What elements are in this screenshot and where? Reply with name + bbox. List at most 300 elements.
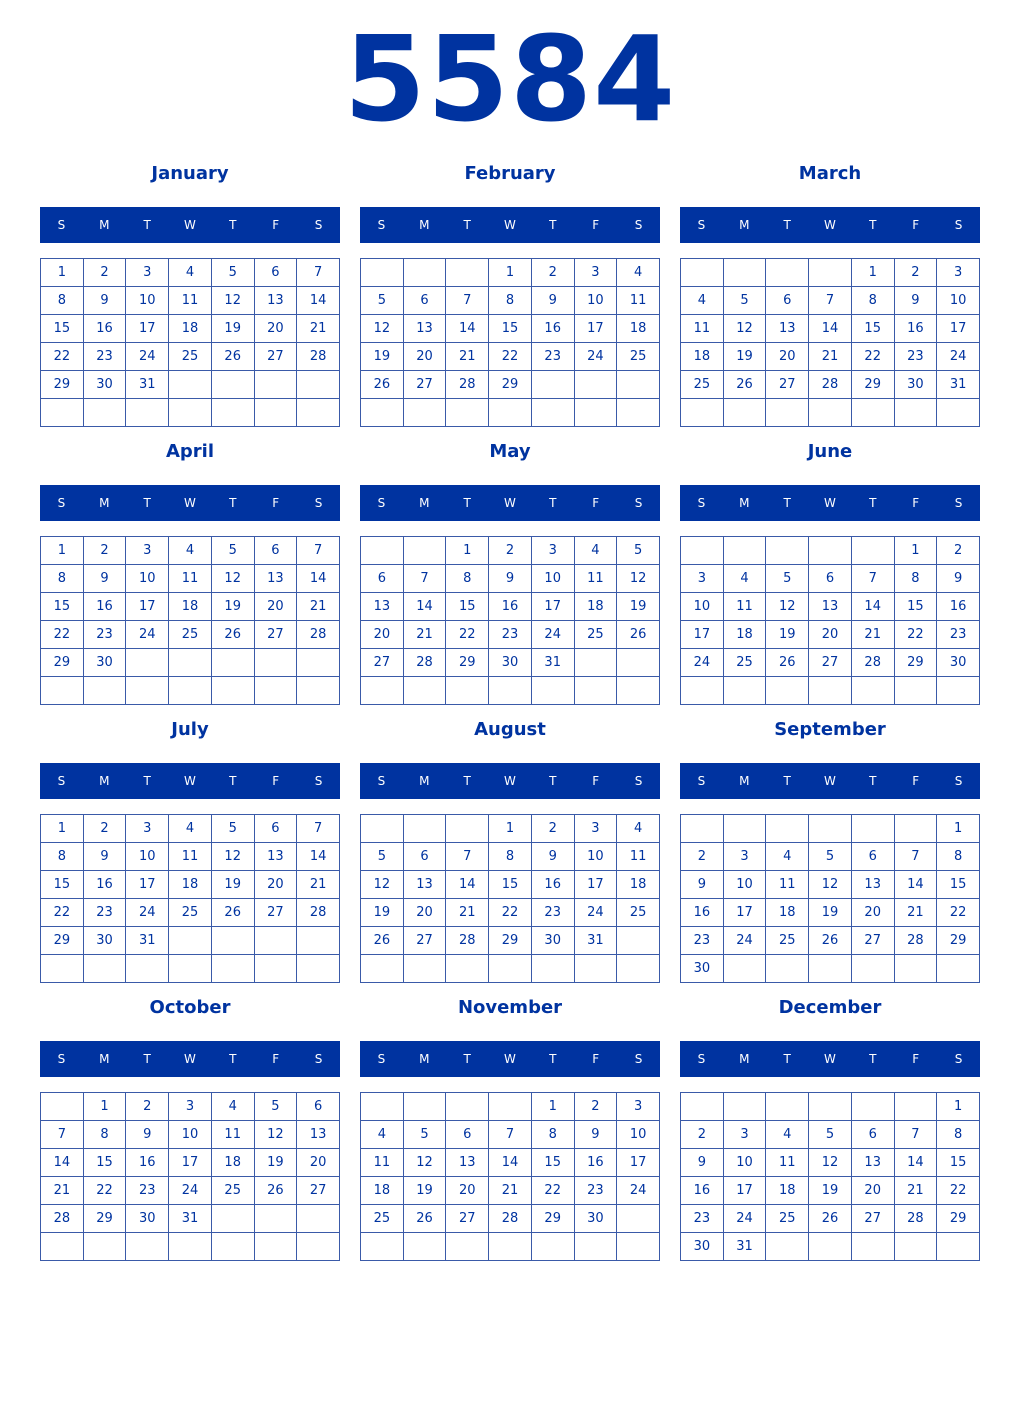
weekday-label: W [184,1052,196,1066]
empty-day-cell [446,1093,489,1121]
month-title: March [798,163,862,184]
day-cell: 1 [852,259,895,287]
weekday-label: S [697,218,706,232]
day-cell: 31 [575,927,618,955]
day-cell: 7 [297,259,340,287]
day-cell: 20 [852,1177,895,1205]
day-cell: 2 [681,1121,724,1149]
day-cell: 24 [126,621,169,649]
empty-day-cell [532,677,575,705]
empty-day-cell [361,1093,404,1121]
day-cell: 7 [41,1121,84,1149]
empty-day-cell [489,1233,532,1261]
month-title: July [171,719,209,740]
weekday-label: S [634,1052,643,1066]
empty-day-cell [41,1233,84,1261]
empty-day-cell [255,927,298,955]
day-cell: 6 [255,259,298,287]
day-cell: 7 [297,815,340,843]
day-cell: 10 [532,565,575,593]
day-cell: 25 [617,899,660,927]
day-cell: 28 [297,343,340,371]
day-cell: 9 [681,871,724,899]
empty-day-cell [852,955,895,983]
weekday-label: T [783,1052,791,1066]
day-cell: 9 [532,843,575,871]
empty-day-cell [617,927,660,955]
day-cell: 13 [446,1149,489,1177]
day-cell: 13 [404,315,447,343]
empty-day-cell [126,399,169,427]
weekday-header [680,485,980,521]
day-cell: 24 [532,621,575,649]
empty-day-cell [169,927,212,955]
day-cell: 9 [489,565,532,593]
day-cell: 18 [617,871,660,899]
weekday-label: T [783,774,791,788]
day-cell: 8 [84,1121,127,1149]
day-cell: 15 [937,1149,980,1177]
day-cell: 30 [575,1205,618,1233]
day-cell: 2 [532,815,575,843]
empty-day-cell [895,815,938,843]
empty-day-cell [169,649,212,677]
day-cell: 6 [766,287,809,315]
month-august [360,713,660,983]
empty-day-cell [681,537,724,565]
empty-day-cell [489,677,532,705]
month-title: June [807,441,853,462]
day-cell: 5 [212,259,255,287]
empty-day-cell [297,927,340,955]
day-cell: 6 [255,537,298,565]
day-cell: 12 [361,871,404,899]
weekday-label: M [739,496,750,510]
day-cell: 15 [41,593,84,621]
day-cell: 20 [404,899,447,927]
day-cell: 23 [489,621,532,649]
day-cell: 20 [297,1149,340,1177]
day-cell: 27 [446,1205,489,1233]
empty-day-cell [724,537,767,565]
empty-day-cell [404,399,447,427]
empty-day-cell [212,955,255,983]
day-cell: 28 [41,1205,84,1233]
day-cell: 7 [404,565,447,593]
day-cell: 27 [766,371,809,399]
day-grid [40,814,340,983]
weekday-header [40,1041,340,1077]
weekday-label: M [99,774,110,788]
day-cell: 26 [212,621,255,649]
day-cell: 29 [937,927,980,955]
day-cell: 17 [724,899,767,927]
day-cell: 9 [84,843,127,871]
day-cell: 11 [575,565,618,593]
day-cell: 9 [681,1149,724,1177]
day-cell: 8 [532,1121,575,1149]
day-cell: 21 [446,899,489,927]
day-cell: 18 [169,315,212,343]
weekday-header [40,485,340,521]
day-cell: 10 [575,287,618,315]
empty-day-cell [766,815,809,843]
day-cell: 1 [489,815,532,843]
day-cell: 8 [41,565,84,593]
empty-day-cell [937,1233,980,1261]
day-cell: 15 [895,593,938,621]
weekday-label: T [549,218,557,232]
weekday-label: S [954,218,963,232]
day-cell: 10 [681,593,724,621]
weekday-label: W [504,496,516,510]
day-cell: 22 [84,1177,127,1205]
day-cell: 6 [852,1121,895,1149]
day-cell: 19 [404,1177,447,1205]
day-cell: 3 [126,537,169,565]
day-cell: 25 [169,343,212,371]
day-cell: 6 [404,843,447,871]
empty-day-cell [766,1233,809,1261]
day-cell: 12 [255,1121,298,1149]
weekday-label: F [272,218,280,232]
weekday-label: T [143,1052,151,1066]
weekday-label: S [314,218,323,232]
empty-day-cell [809,537,852,565]
day-cell: 11 [212,1121,255,1149]
day-cell: 4 [575,537,618,565]
empty-day-cell [937,399,980,427]
weekday-label: M [99,218,110,232]
day-cell: 2 [681,843,724,871]
weekday-label: T [463,1052,471,1066]
empty-day-cell [895,1233,938,1261]
empty-day-cell [169,677,212,705]
weekday-label: T [229,218,237,232]
day-cell: 27 [809,649,852,677]
day-cell: 17 [575,315,618,343]
day-cell: 16 [575,1149,618,1177]
weekday-label: M [739,774,750,788]
day-cell: 13 [255,843,298,871]
weekday-label: F [592,218,600,232]
empty-day-cell [532,955,575,983]
day-cell: 13 [809,593,852,621]
day-cell: 5 [809,843,852,871]
empty-day-cell [84,955,127,983]
empty-day-cell [809,259,852,287]
day-cell: 14 [297,287,340,315]
day-cell: 9 [84,565,127,593]
day-cell: 29 [489,371,532,399]
day-cell: 3 [681,565,724,593]
day-cell: 5 [361,287,404,315]
weekday-label: S [954,496,963,510]
empty-day-cell [852,1093,895,1121]
day-cell: 4 [169,537,212,565]
day-cell: 22 [446,621,489,649]
day-cell: 7 [895,843,938,871]
month-april [40,435,340,705]
day-cell: 16 [895,315,938,343]
day-cell: 21 [297,871,340,899]
day-grid [360,1092,660,1261]
day-cell: 1 [937,815,980,843]
month-may [360,435,660,705]
day-cell: 16 [681,899,724,927]
day-cell: 2 [489,537,532,565]
empty-day-cell [255,955,298,983]
day-cell: 25 [681,371,724,399]
empty-day-cell [446,677,489,705]
weekday-label: T [229,496,237,510]
weekday-label: S [697,1052,706,1066]
day-cell: 24 [575,343,618,371]
day-cell: 23 [126,1177,169,1205]
day-cell: 13 [297,1121,340,1149]
weekday-label: F [272,774,280,788]
empty-day-cell [361,955,404,983]
day-cell: 3 [532,537,575,565]
day-cell: 13 [361,593,404,621]
weekday-label: T [463,496,471,510]
empty-day-cell [404,1093,447,1121]
day-cell: 7 [895,1121,938,1149]
day-cell: 4 [617,815,660,843]
empty-day-cell [724,955,767,983]
day-cell: 18 [169,871,212,899]
day-cell: 7 [297,537,340,565]
day-cell: 5 [809,1121,852,1149]
day-cell: 23 [532,899,575,927]
empty-day-cell [169,955,212,983]
day-cell: 11 [169,843,212,871]
day-cell: 21 [489,1177,532,1205]
day-cell: 4 [766,843,809,871]
day-cell: 28 [297,621,340,649]
day-cell: 4 [617,259,660,287]
empty-day-cell [575,649,618,677]
weekday-header [40,207,340,243]
day-cell: 21 [297,593,340,621]
weekday-label: W [184,218,196,232]
weekday-label: F [912,1052,920,1066]
day-cell: 16 [532,871,575,899]
day-cell: 4 [724,565,767,593]
day-cell: 21 [895,899,938,927]
empty-day-cell [809,955,852,983]
day-cell: 25 [169,621,212,649]
day-cell: 2 [84,537,127,565]
empty-day-cell [404,259,447,287]
day-cell: 3 [126,815,169,843]
day-cell: 21 [41,1177,84,1205]
day-cell: 21 [852,621,895,649]
day-cell: 29 [937,1205,980,1233]
day-cell: 17 [724,1177,767,1205]
weekday-label: S [57,1052,66,1066]
day-cell: 11 [169,565,212,593]
weekday-label: S [57,218,66,232]
day-cell: 25 [766,1205,809,1233]
day-cell: 18 [766,1177,809,1205]
day-cell: 17 [937,315,980,343]
empty-day-cell [852,677,895,705]
weekday-header [40,763,340,799]
day-cell: 20 [766,343,809,371]
weekday-label: F [912,218,920,232]
day-grid [680,258,980,427]
day-cell: 11 [617,287,660,315]
weekday-label: M [419,496,430,510]
day-cell: 20 [404,343,447,371]
day-cell: 31 [724,1233,767,1261]
day-cell: 14 [446,871,489,899]
day-cell: 31 [937,371,980,399]
empty-day-cell [617,371,660,399]
day-cell: 16 [84,871,127,899]
weekday-header [680,207,980,243]
day-cell: 16 [489,593,532,621]
day-cell: 9 [84,287,127,315]
empty-day-cell [617,677,660,705]
empty-day-cell [895,399,938,427]
day-cell: 21 [895,1177,938,1205]
empty-day-cell [255,1233,298,1261]
day-cell: 18 [361,1177,404,1205]
empty-day-cell [681,399,724,427]
day-cell: 12 [212,287,255,315]
day-cell: 18 [169,593,212,621]
empty-day-cell [809,677,852,705]
day-cell: 4 [212,1093,255,1121]
weekday-label: T [783,218,791,232]
weekday-label: S [634,218,643,232]
day-cell: 2 [84,259,127,287]
day-cell: 26 [809,927,852,955]
day-cell: 9 [126,1121,169,1149]
day-cell: 19 [361,899,404,927]
month-january [40,157,340,427]
day-cell: 30 [532,927,575,955]
empty-day-cell [255,677,298,705]
day-cell: 14 [489,1149,532,1177]
day-cell: 8 [895,565,938,593]
empty-day-cell [724,259,767,287]
day-cell: 3 [575,815,618,843]
empty-day-cell [169,371,212,399]
empty-day-cell [617,1233,660,1261]
day-cell: 9 [937,565,980,593]
empty-day-cell [617,649,660,677]
day-cell: 12 [724,315,767,343]
empty-day-cell [404,537,447,565]
day-cell: 6 [809,565,852,593]
empty-day-cell [297,1233,340,1261]
day-cell: 8 [446,565,489,593]
day-cell: 27 [255,621,298,649]
empty-day-cell [724,815,767,843]
day-cell: 3 [724,843,767,871]
day-cell: 22 [41,621,84,649]
day-cell: 10 [126,843,169,871]
empty-day-cell [41,1093,84,1121]
empty-day-cell [212,1233,255,1261]
day-cell: 4 [169,815,212,843]
weekday-label: W [824,774,836,788]
day-cell: 16 [84,593,127,621]
day-grid [680,1092,980,1261]
day-cell: 25 [617,343,660,371]
day-cell: 27 [852,1205,895,1233]
day-cell: 26 [617,621,660,649]
empty-day-cell [575,955,618,983]
weekday-label: T [143,496,151,510]
day-grid [40,536,340,705]
weekday-label: W [504,774,516,788]
day-cell: 1 [84,1093,127,1121]
empty-day-cell [681,259,724,287]
empty-day-cell [532,1233,575,1261]
weekday-label: T [463,218,471,232]
empty-day-cell [297,399,340,427]
month-title: April [165,441,215,462]
empty-day-cell [84,677,127,705]
empty-day-cell [852,1233,895,1261]
day-cell: 14 [297,565,340,593]
empty-day-cell [297,677,340,705]
empty-day-cell [617,1205,660,1233]
day-cell: 26 [361,927,404,955]
month-february [360,157,660,427]
day-cell: 11 [617,843,660,871]
day-cell: 12 [809,1149,852,1177]
day-cell: 8 [41,843,84,871]
empty-day-cell [809,1093,852,1121]
day-cell: 23 [84,343,127,371]
day-cell: 7 [489,1121,532,1149]
empty-day-cell [169,1233,212,1261]
day-cell: 23 [895,343,938,371]
day-cell: 12 [809,871,852,899]
day-cell: 11 [681,315,724,343]
day-cell: 28 [852,649,895,677]
weekday-header [360,763,660,799]
empty-day-cell [297,955,340,983]
day-cell: 30 [489,649,532,677]
day-cell: 23 [681,927,724,955]
weekday-label: W [824,496,836,510]
day-cell: 19 [809,899,852,927]
empty-day-cell [809,399,852,427]
empty-day-cell [617,399,660,427]
day-cell: 12 [766,593,809,621]
month-title: August [474,719,546,740]
day-cell: 12 [404,1149,447,1177]
day-cell: 25 [766,927,809,955]
empty-day-cell [766,259,809,287]
day-cell: 5 [617,537,660,565]
day-cell: 26 [724,371,767,399]
day-cell: 17 [169,1149,212,1177]
day-cell: 14 [41,1149,84,1177]
empty-day-cell [446,955,489,983]
day-cell: 14 [404,593,447,621]
weekday-label: T [869,774,877,788]
weekday-label: F [912,774,920,788]
weekday-label: T [229,1052,237,1066]
day-cell: 17 [126,315,169,343]
